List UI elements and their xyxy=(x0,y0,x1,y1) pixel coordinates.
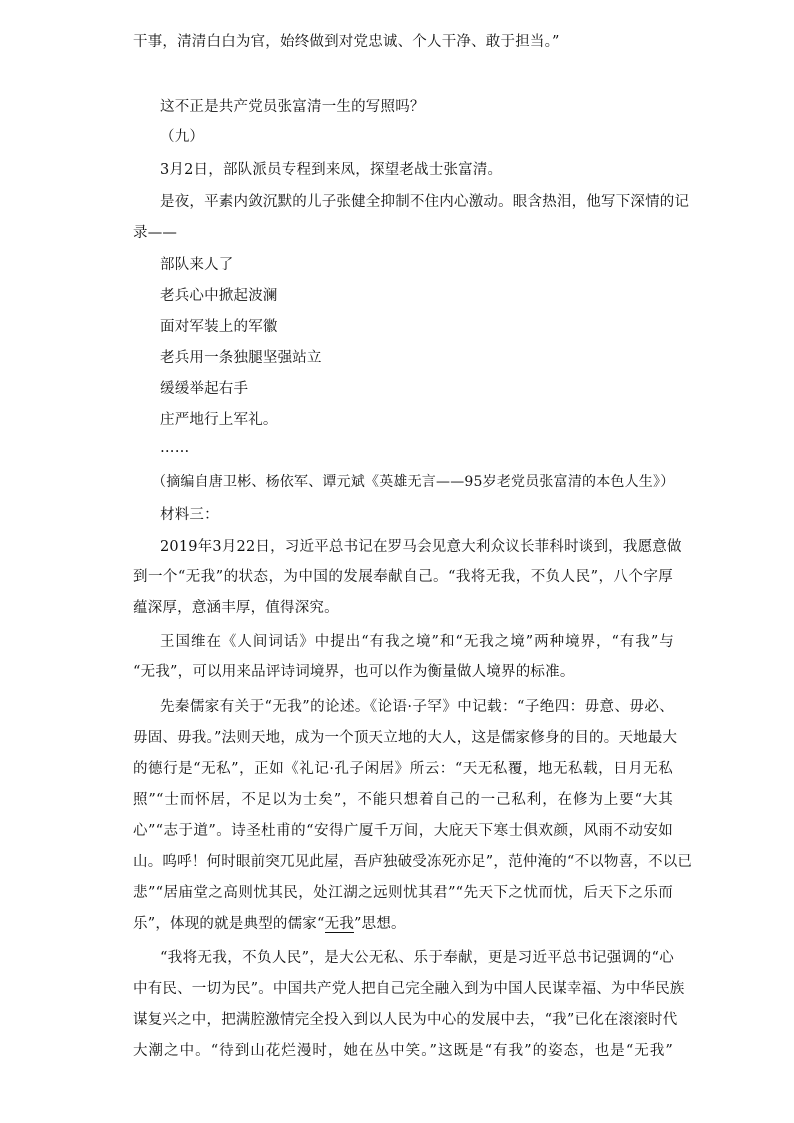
paragraph-line: 山。呜呼！何时眼前突兀见此屋，吾庐独破受冻死亦足”，范仲淹的“不以物喜，不以已 xyxy=(133,854,693,870)
paragraph-line: 的德行是“无私”，正如《礼记·孔子闲居》所云：“天无私覆，地无私载，日月无私 xyxy=(133,761,673,777)
text-line: 是夜，平素内敛沉默的儿子张健全抑制不住内心激动。眼含热泪，他写下深情的记 xyxy=(160,194,690,210)
text-line: 3月2日，部队派员专程到来凤，探望老战士张富清。 xyxy=(160,162,503,178)
poem-line: 老兵用一条独腿坚强站立 xyxy=(160,350,322,366)
paragraph-line: “无我”，可以用来品评诗词境界，也可以作为衡量做人境界的标准。 xyxy=(133,664,575,680)
text-line: 录—— xyxy=(133,225,178,241)
underlined-text: 无我 xyxy=(324,916,355,932)
paragraph-line: 到一个“无我”的状态，为中国的发展奉献自己。“我将无我，不负人民”，八个字厚 xyxy=(133,569,673,585)
paragraph-line: 2019年3月22日，习近平总书记在罗马会见意大利众议长菲科时谈到，我愿意做 xyxy=(160,539,682,555)
text-segment: 乐”，体现的就是典型的儒家“ xyxy=(133,916,325,932)
poem-line: 老兵心中掀起波澜 xyxy=(160,288,278,304)
paragraph-line: 中有民、一切为民”。中国共产党人把自己完全融入到为中国人民谋幸福、为中华民族 xyxy=(133,981,685,997)
poem-line: …… xyxy=(160,440,190,456)
text-line: 干事，清清白白为官，始终做到对党忠诚、个人干净、敢于担当。” xyxy=(133,34,560,50)
paragraph-line: 谋复兴之中，把满腔激情完全投入到以人民为中心的发展中去，“我”已化在滚滚时代 xyxy=(133,1012,678,1028)
paragraph-line: 大潮之中。“待到山花烂漫时，她在丛中笑。”这既是“有我”的姿态，也是“无我” xyxy=(133,1043,673,1059)
paragraph-line: 先秦儒家有关于“无我”的论述。《论语·子罕》中记载：“子绝四：毋意、毋必、 xyxy=(160,699,674,715)
paragraph-line: 心”“志于道”。诗圣杜甫的“安得广厦千万间，大庇天下寒士俱欢颜，风雨不动安如 xyxy=(133,823,673,839)
poem-line: 面对军装上的军徽 xyxy=(160,319,278,335)
paragraph-line: 蕴深厚，意涵丰厚，值得深究。 xyxy=(133,600,339,616)
poem-line: 部队来人了 xyxy=(160,257,234,273)
text-segment: ”思想。 xyxy=(354,916,406,932)
poem-line: 庄严地行上军礼。 xyxy=(160,412,278,428)
paragraph-line: 悲”“居庙堂之高则忧其民，处江湖之远则忧其君”“先天下之忧而忧，后天下之乐而 xyxy=(133,885,673,901)
poem-line: 缓缓举起右手 xyxy=(160,381,249,397)
paragraph-line: “我将无我，不负人民”，是大公无私、乐于奉献，更是习近平总书记强调的“心 xyxy=(160,950,674,966)
paragraph-line: 王国维在《人间词话》中提出“有我之境”和“无我之境”两种境界，“有我”与 xyxy=(160,634,674,650)
paragraph-line: 毋固、毋我。”法则天地，成为一个顶天立地的大人，这是儒家修身的目的。天地最大 xyxy=(133,730,678,746)
section-heading: （九） xyxy=(160,129,205,145)
source-citation: （摘编自唐卫彬、杨依军、谭元斌《英雄无言——95岁老党员张富清的本色人生》） xyxy=(152,474,675,490)
paragraph-line: 照”“士而怀居，不足以为士矣”，不能只想着自己的一己私利，在修为上要“大其 xyxy=(133,792,673,808)
text-line: 这不正是共产党员张富清一生的写照吗？ xyxy=(160,99,425,115)
material-heading: 材料三： xyxy=(160,507,219,523)
paragraph-line xyxy=(133,914,406,934)
